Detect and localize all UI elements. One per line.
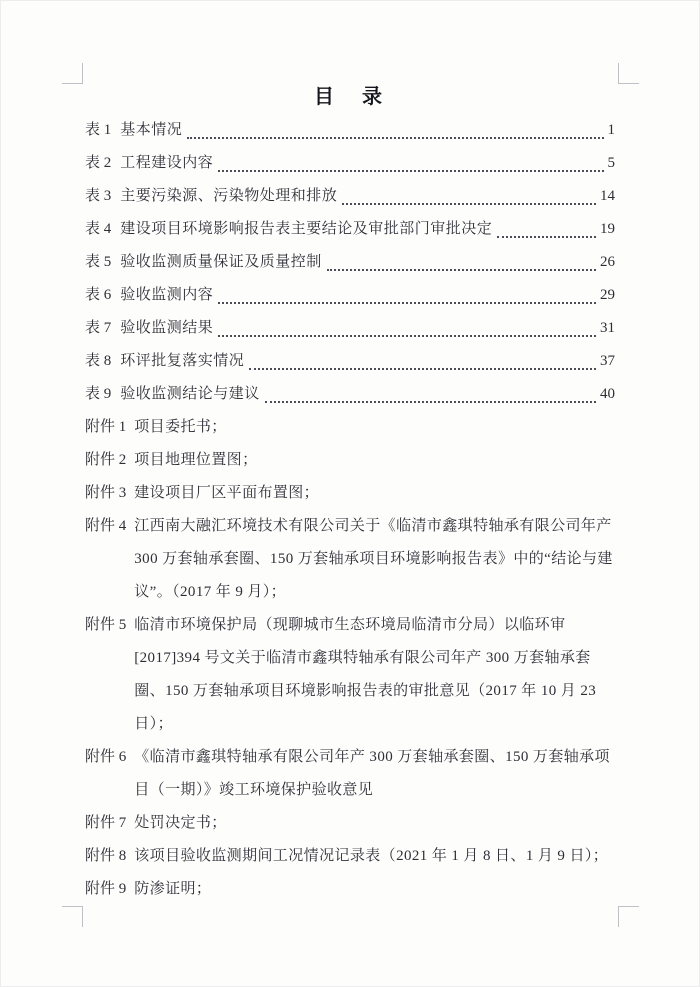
toc-entry xyxy=(85,279,615,312)
toc-entry-title: 验收监测结果 xyxy=(120,320,214,336)
attachment-entry-text: 项目委托书； xyxy=(134,419,227,435)
toc-entry-page: 40 xyxy=(600,386,615,402)
attachment-entry-text: 江西南大融汇环境技术有限公司关于《临清市鑫琪特轴承有限公司年产 300 万套轴承套圈、150 万套轴承项目环境影响报告表》中的“结论与建议”。（2017 年 9 月）； xyxy=(134,518,613,600)
dot-leader xyxy=(187,137,603,139)
attachment-entry-label: 附件 5 xyxy=(85,617,127,633)
toc-entry-title: 建设项目环境影响报告表主要结论及审批部门审批决定 xyxy=(120,221,493,237)
toc-entry-title: 环评批复落实情况 xyxy=(120,353,245,369)
dot-leader xyxy=(327,269,596,271)
toc-entry xyxy=(85,312,615,345)
attachment-entry xyxy=(85,873,615,906)
attachment-entry xyxy=(85,444,615,477)
dot-leader xyxy=(342,203,596,205)
toc-entry-page: 14 xyxy=(600,188,615,204)
attachment-entry xyxy=(85,609,615,741)
toc-content xyxy=(85,84,615,906)
toc-entry-label: 表 9 xyxy=(85,386,112,402)
toc-entry-page: 31 xyxy=(600,320,615,336)
page-title: 目 录 xyxy=(314,86,386,108)
toc-entry-label: 表 3 xyxy=(85,188,112,204)
toc-list xyxy=(85,114,615,411)
toc-entry-label: 表 6 xyxy=(85,287,112,303)
crop-mark-bottom-left xyxy=(62,906,83,927)
crop-mark-top-right xyxy=(618,63,639,84)
toc-entry xyxy=(85,345,615,378)
toc-entry-title: 基本情况 xyxy=(120,122,183,138)
toc-entry-title: 验收监测内容 xyxy=(120,287,214,303)
attachment-entry-text: 临清市环境保护局（现聊城市生态环境局临清市分局）以临环审[2017]394 号文关于临清市鑫琪特轴承有限公司年产 300 万套轴承套圈、150 万套轴承项目环境影响报告表的审批意见（2017 年 10 月 23 日）； xyxy=(134,617,597,732)
dot-leader xyxy=(218,170,603,172)
attachment-list xyxy=(85,411,615,906)
attachment-entry-label: 附件 8 xyxy=(85,848,127,864)
attachment-entry xyxy=(85,840,615,873)
toc-entry xyxy=(85,246,615,279)
toc-entry xyxy=(85,180,615,213)
attachment-entry-label: 附件 4 xyxy=(85,518,127,534)
toc-entry-page: 5 xyxy=(607,155,615,171)
toc-entry-title: 验收监测质量保证及质量控制 xyxy=(120,254,322,270)
toc-entry-label: 表 7 xyxy=(85,320,112,336)
toc-entry-label: 表 8 xyxy=(85,353,112,369)
toc-entry-label: 表 2 xyxy=(85,155,112,171)
attachment-entry-text: 项目地理位置图； xyxy=(134,452,258,468)
attachment-entry xyxy=(85,510,615,609)
toc-entry-title: 工程建设内容 xyxy=(120,155,214,171)
toc-entry xyxy=(85,213,615,246)
attachment-entry-label: 附件 1 xyxy=(85,419,127,435)
crop-mark-top-left xyxy=(62,63,83,84)
attachment-entry-text: 处罚决定书； xyxy=(134,815,227,831)
attachment-entry xyxy=(85,807,615,840)
attachment-entry-label: 附件 9 xyxy=(85,881,127,897)
toc-entry xyxy=(85,378,615,411)
attachment-entry-text: 防渗证明； xyxy=(134,881,212,897)
attachment-entry-label: 附件 3 xyxy=(85,485,127,501)
attachment-entry-label: 附件 7 xyxy=(85,815,127,831)
dot-leader xyxy=(497,236,596,238)
attachment-entry-label: 附件 6 xyxy=(85,749,127,765)
attachment-entry xyxy=(85,741,615,807)
toc-entry xyxy=(85,114,615,147)
toc-entry-label: 表 5 xyxy=(85,254,112,270)
toc-entry-page: 1 xyxy=(607,122,615,138)
toc-entry-label: 表 4 xyxy=(85,221,112,237)
toc-entry-title: 主要污染源、污染物处理和排放 xyxy=(120,188,338,204)
attachment-entry-text: 建设项目厂区平面布置图； xyxy=(134,485,320,501)
toc-entry-label: 表 1 xyxy=(85,122,112,138)
attachment-entry-text: 《临清市鑫琪特轴承有限公司年产 300 万套轴承套圈、150 万套轴承项目（一期）》竣工环境保护验收意见 xyxy=(134,749,610,798)
attachment-entry xyxy=(85,477,615,510)
attachment-entry-label: 附件 2 xyxy=(85,452,127,468)
attachment-entry-text: 该项目验收监测期间工况情况记录表（2021 年 1 月 8 日、1 月 9 日）； xyxy=(134,848,609,864)
toc-entry-page: 26 xyxy=(600,254,615,270)
toc-entry-page: 19 xyxy=(600,221,615,237)
toc-entry-title: 验收监测结论与建议 xyxy=(120,386,260,402)
toc-entry-page: 29 xyxy=(600,287,615,303)
toc-entry-page: 37 xyxy=(600,353,615,369)
attachment-entry xyxy=(85,411,615,444)
toc-entry xyxy=(85,147,615,180)
dot-leader xyxy=(218,335,596,337)
dot-leader xyxy=(249,368,596,370)
dot-leader xyxy=(218,302,596,304)
dot-leader xyxy=(265,401,596,403)
crop-mark-bottom-right xyxy=(618,906,639,927)
